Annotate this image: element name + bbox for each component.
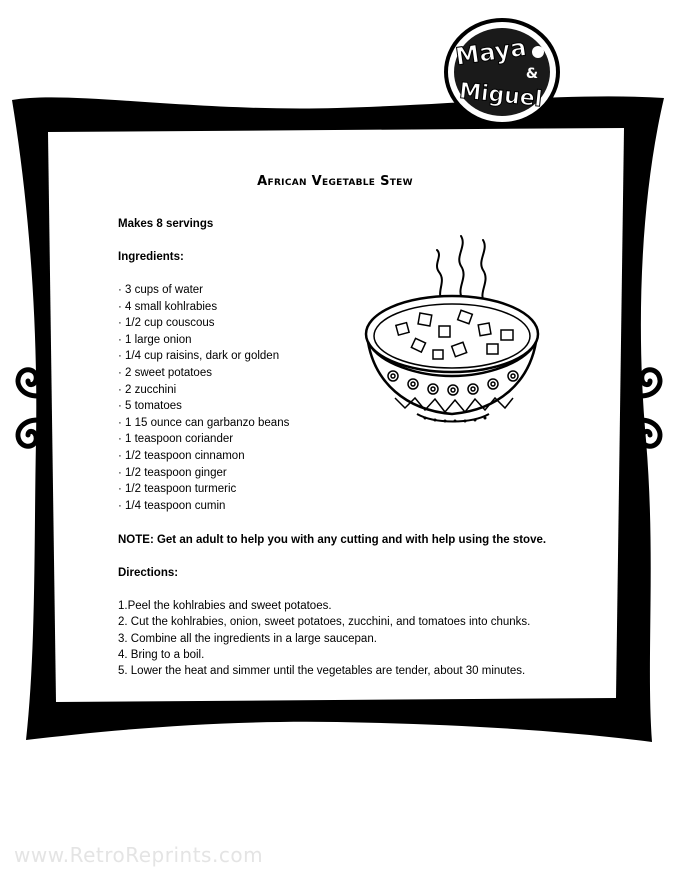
logo-line1: Maya [453, 33, 529, 71]
ingredient-item: · 1/4 teaspoon cumin [118, 499, 226, 512]
ingredient-item: · 1 15 ounce can garbanzo beans [118, 416, 290, 429]
logo-star-icon [532, 46, 544, 58]
stew-bowl-illustration [355, 232, 550, 437]
ingredient-item: · 1 large onion [118, 333, 192, 346]
ingredient-item: · 1/2 teaspoon ginger [118, 466, 227, 479]
ingredient-item: · 1 teaspoon coriander [118, 433, 234, 446]
logo-line2: Miguel [457, 78, 544, 113]
ingredients-list [118, 282, 289, 514]
ingredient-item: · 2 sweet potatoes [118, 366, 212, 379]
left-swirl-icon [18, 370, 38, 447]
directions-list [118, 598, 530, 679]
ingredient-item: · 1/2 teaspoon cinnamon [118, 449, 245, 462]
direction-step: 2. Cut the kohlrabies, onion, sweet potatoes, zucchini, and tomatoes into chunks. [118, 616, 531, 629]
ingredient-item: · 1/4 cup raisins, dark or golden [118, 350, 280, 363]
ingredient-item: · 1/2 teaspoon turmeric [118, 483, 237, 496]
direction-step: 3. Combine all the ingredients in a large saucepan. [118, 632, 377, 645]
servings: Makes 8 servings [118, 218, 214, 230]
logo-trademark: TM [550, 117, 561, 124]
direction-step: 1.Peel the kohlrabies and sweet potatoes. [118, 600, 332, 612]
ingredient-item: · 3 cups of water [118, 284, 204, 296]
ingredient-item: · 1/2 cup couscous [118, 317, 215, 330]
safety-note: NOTE: Get an adult to help you with any cutting and with help using the stove. [118, 534, 547, 546]
ingredient-item: · 5 tomatoes [118, 400, 182, 413]
logo-ampersand: & [525, 66, 539, 82]
watermark: www.RetroReprints.com [14, 843, 264, 867]
recipe-title: African Vegetable Stew [257, 174, 413, 189]
ingredient-item: · 4 small kohlrabies [118, 300, 218, 313]
steam-icon [437, 236, 486, 304]
maya-miguel-logo [440, 18, 570, 128]
direction-step: 5. Lower the heat and simmer until the vegetables are tender, about 30 minutes. [118, 665, 526, 678]
ingredient-item: · 2 zucchini [118, 383, 177, 396]
direction-step: 4. Bring to a boil. [118, 648, 205, 661]
ingredients-heading: Ingredients: [118, 251, 184, 263]
directions-heading: Directions: [118, 567, 179, 579]
